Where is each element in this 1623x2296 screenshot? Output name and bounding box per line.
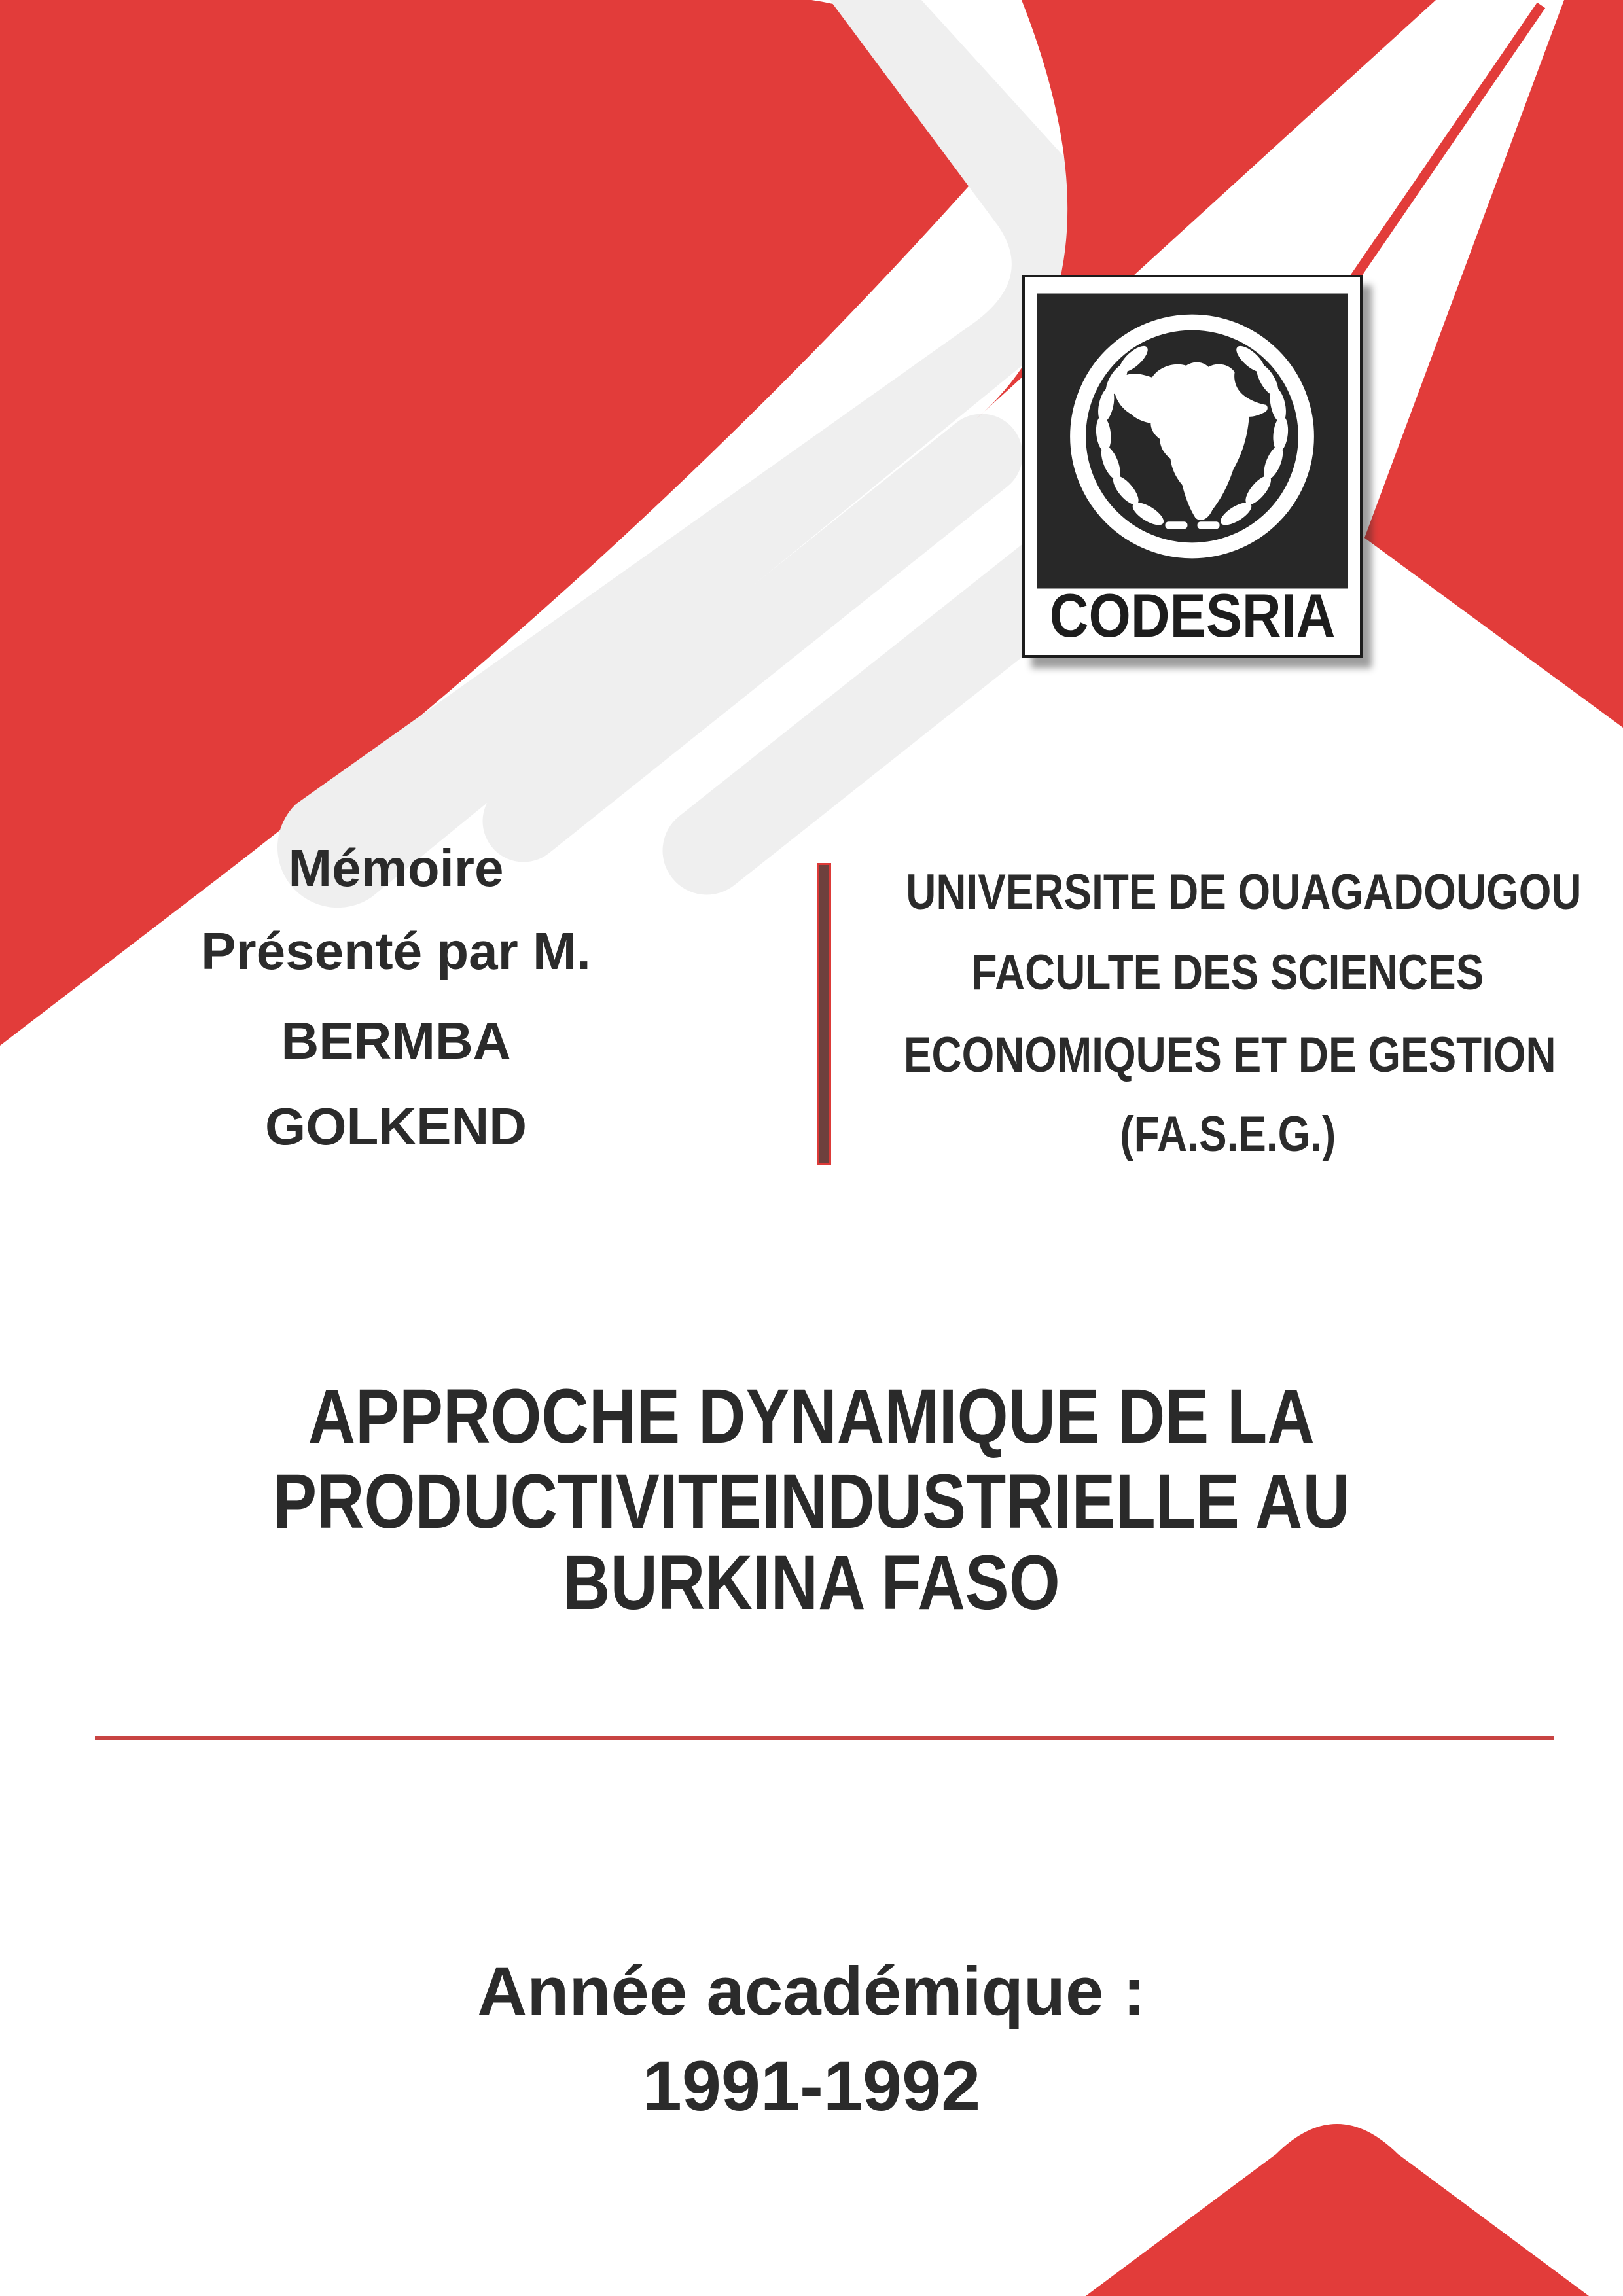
faculty-line-2-text: ECONOMIQUES ET DE GESTION: [903, 1027, 1556, 1083]
page-title-line-3: [131, 1540, 1492, 1625]
academic-year-value: 1991-1992: [642, 2046, 981, 2125]
codesria-emblem: [1037, 293, 1348, 589]
top-right-red-corner: [1364, 0, 1623, 728]
faculty-line-1: [842, 943, 1614, 1003]
faculty-line-1-text: FACULTE DES SCIENCES: [971, 945, 1484, 1000]
presented-by-label: Présenté par M.: [201, 922, 591, 980]
faculty-acronym: [842, 1104, 1614, 1165]
author-last-name: GOLKEND: [265, 1097, 527, 1156]
page-title-line-3-text: BURKINA FASO: [563, 1540, 1060, 1626]
university-name: [842, 862, 1614, 923]
memoire-label: Mémoire: [288, 839, 504, 897]
faculty-line-2: [842, 1025, 1614, 1086]
faculty-acronym-text: (FA.S.E.G.): [1120, 1106, 1336, 1162]
page-title-line-1: [131, 1374, 1492, 1459]
author-first-name: BERMBA: [281, 1012, 511, 1070]
codesria-wordmark-text: CODESRIA: [1049, 581, 1336, 650]
codesria-wordmark: [1025, 580, 1360, 651]
page-title-line-2-text: PRODUCTIVITEINDUSTRIELLE AU: [273, 1458, 1350, 1545]
vertical-separator-bar: [817, 863, 831, 1165]
page-title-line-1-text: APPROCHE DYNAMIQUE DE LA: [308, 1373, 1315, 1460]
codesria-logo-card: [1022, 275, 1363, 658]
university-name-text: UNIVERSITE DE OUAGADOUGOU: [906, 864, 1582, 920]
page-title-line-2: [131, 1459, 1492, 1544]
bottom-right-red-peak: [1086, 2124, 1589, 2296]
academic-year-label: Année académique :: [477, 1953, 1146, 2030]
horizontal-divider-rule: [95, 1736, 1554, 1740]
